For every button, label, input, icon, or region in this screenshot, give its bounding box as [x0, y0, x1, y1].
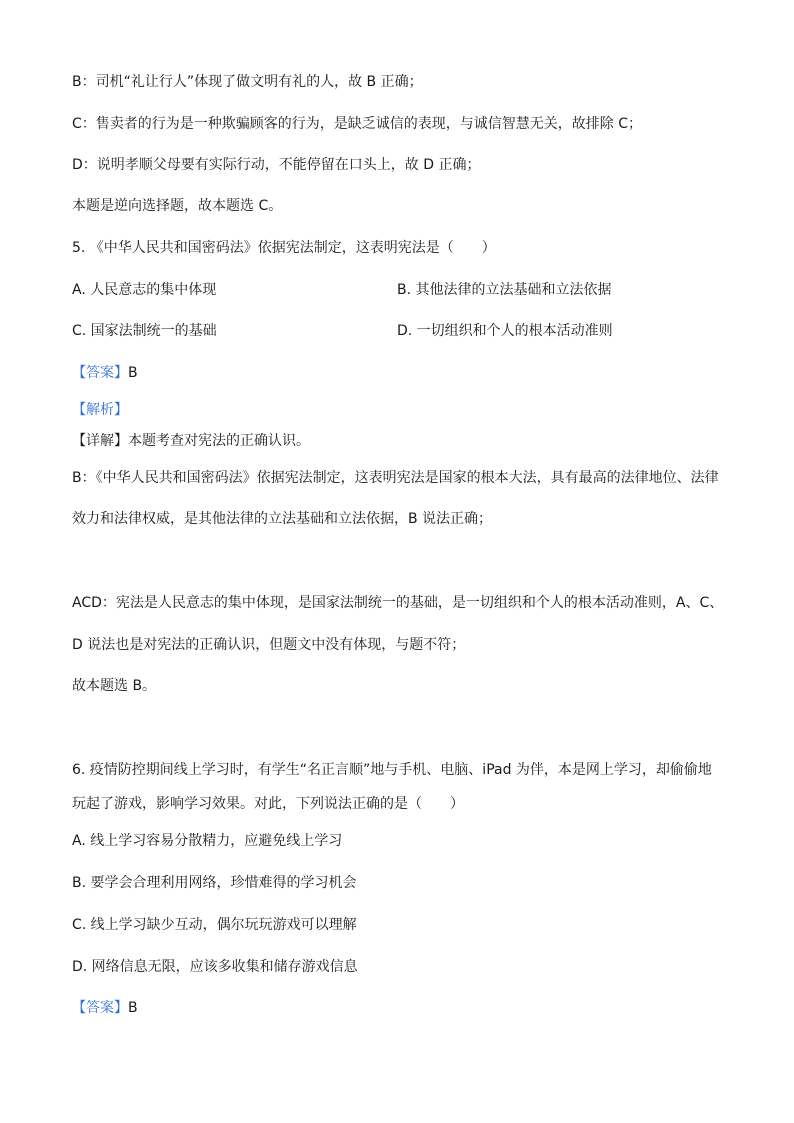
- q5-detail-text: 本题考查对宪法的正确认识。: [128, 433, 310, 449]
- q6-answer-tag: 【答案】: [72, 1000, 128, 1016]
- q5-answer-row: [72, 363, 138, 383]
- q5-conclusion: 故本题选 B。: [72, 678, 157, 694]
- q5-detail-tag: 【详解】: [72, 433, 128, 449]
- q6-option-a: A. 线上学习容易分散精力，应避免线上学习: [72, 833, 343, 849]
- q5-acd-explanation-line2: D 说法也是对宪法的正确认识，但题文中没有体现，与题不符；: [72, 637, 466, 653]
- prev-explanation-d: D：说明孝顺父母要有实际行动，不能停留在口头上，故 D 正确；: [72, 157, 481, 173]
- q5-option-a: A. 人民意志的集中体现: [72, 282, 217, 298]
- q5-option-c: C. 国家法制统一的基础: [72, 323, 217, 339]
- q5-analysis-tag: 【解析】: [72, 402, 128, 418]
- q6-answer-value: B: [128, 1000, 138, 1016]
- prev-explanation-b: B：司机“礼让行人”体现了做文明有礼的人，故 B 正确；: [72, 74, 423, 90]
- q6-stem-line1: 6. 疫情防控期间线上学习时，有学生“名正言顺”地与手机、电脑、iPad 为伴，本是网上学习，却偷偷地: [72, 762, 712, 778]
- q5-acd-explanation-line1: ACD：宪法是人民意志的集中体现，是国家法制统一的基础，是一切组织和个人的根本活动准则，A、C、: [72, 595, 724, 611]
- q5-b-explanation-line2: 效力和法律权威，是其他法律的立法基础和立法依据，B 说法正确；: [72, 511, 493, 527]
- prev-explanation-c: C：售卖者的行为是一种欺骗顾客的行为，是缺乏诚信的表现，与诚信智慧无关，故排除 C；: [72, 116, 642, 132]
- q5-stem: 5. 《中华人民共和国密码法》依据宪法制定，这表明宪法是（ ）: [72, 240, 496, 256]
- q6-option-c: C. 线上学习缺少互动，偶尔玩玩游戏可以理解: [72, 917, 357, 933]
- q6-option-d: D. 网络信息无限，应该多收集和储存游戏信息: [72, 959, 358, 975]
- q5-b-explanation-line1: B：《中华人民共和国密码法》依据宪法制定，这表明宪法是国家的根本大法，具有最高的法律地位、法律: [72, 470, 719, 486]
- q5-answer-value: B: [128, 365, 138, 381]
- q5-answer-tag: 【答案】: [72, 365, 128, 381]
- q6-option-b: B. 要学会合理利用网络，珍惜难得的学习机会: [72, 875, 357, 891]
- q6-answer-row: [72, 998, 138, 1018]
- prev-conclusion: 本题是逆向选择题，故本题选 C。: [72, 198, 283, 214]
- q5-option-b: B. 其他法律的立法基础和立法依据: [397, 282, 612, 298]
- q6-stem-line2: 玩起了游戏，影响学习效果。对此，下列说法正确的是（ ）: [72, 796, 464, 812]
- q5-analysis-row: [72, 400, 128, 420]
- q5-option-d: D. 一切组织和个人的根本活动准则: [397, 323, 613, 339]
- q5-detail-row: [72, 431, 310, 451]
